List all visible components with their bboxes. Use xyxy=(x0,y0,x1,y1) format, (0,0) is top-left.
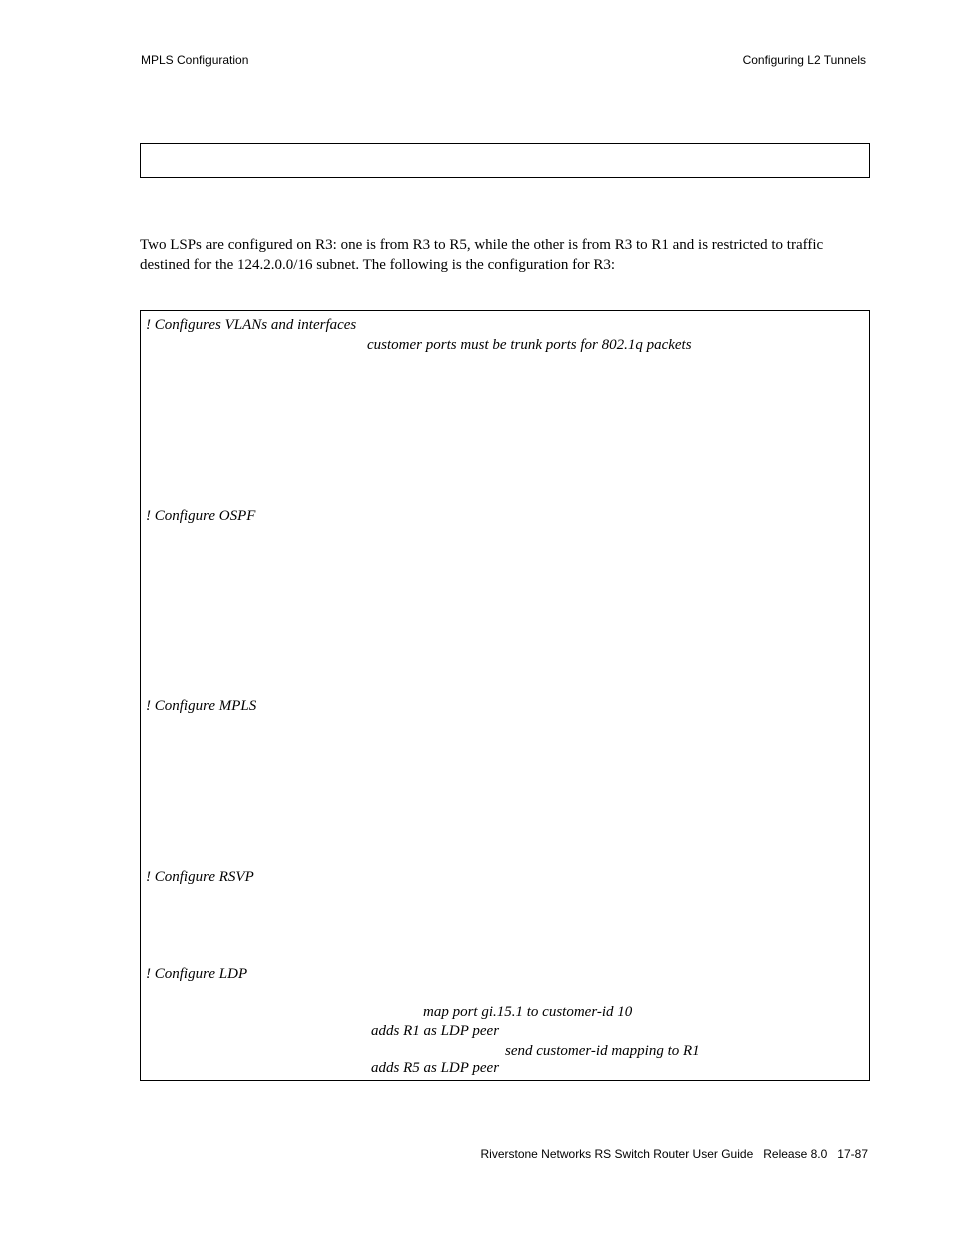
comment-mpls: ! Configure MPLS xyxy=(146,698,257,714)
footer-page-number: 17-87 xyxy=(837,1147,868,1161)
comment-trunk-note: customer ports must be trunk ports for 802.1q packets xyxy=(367,337,692,353)
comment-map-port: map port gi.15.1 to customer-id 10 xyxy=(423,1004,633,1020)
comment-adds-r1: adds R1 as LDP peer xyxy=(371,1023,500,1039)
comment-rsvp: ! Configure RSVP xyxy=(146,869,254,885)
comment-ospf: ! Configure OSPF xyxy=(146,508,256,524)
r3-configuration-box xyxy=(140,310,870,1081)
comment-vlans: ! Configures VLANs and interfaces xyxy=(146,317,357,333)
comment-ldp: ! Configure LDP xyxy=(146,966,248,982)
intro-paragraph xyxy=(140,235,870,275)
footer-guide-title: Riverstone Networks RS Switch Router User Guide xyxy=(480,1147,754,1161)
intro-line-1: Two LSPs are configured on R3: one is from R3 to R5, while the other is from R3 to R1 and is restricted to traffic xyxy=(140,237,824,253)
comment-adds-r5: adds R5 as LDP peer xyxy=(371,1060,500,1076)
intro-line-2: destined for the 124.2.0.0/16 subnet. The following is the configuration for R3: xyxy=(140,257,616,273)
header-chapter-title: MPLS Configuration xyxy=(141,53,249,67)
footer-release: Release 8.0 xyxy=(763,1147,828,1161)
empty-code-box xyxy=(140,143,870,178)
header-section-title: Configuring L2 Tunnels xyxy=(742,53,866,67)
page-footer xyxy=(480,1147,868,1161)
comment-send-mapping: send customer-id mapping to R1 xyxy=(505,1043,700,1059)
